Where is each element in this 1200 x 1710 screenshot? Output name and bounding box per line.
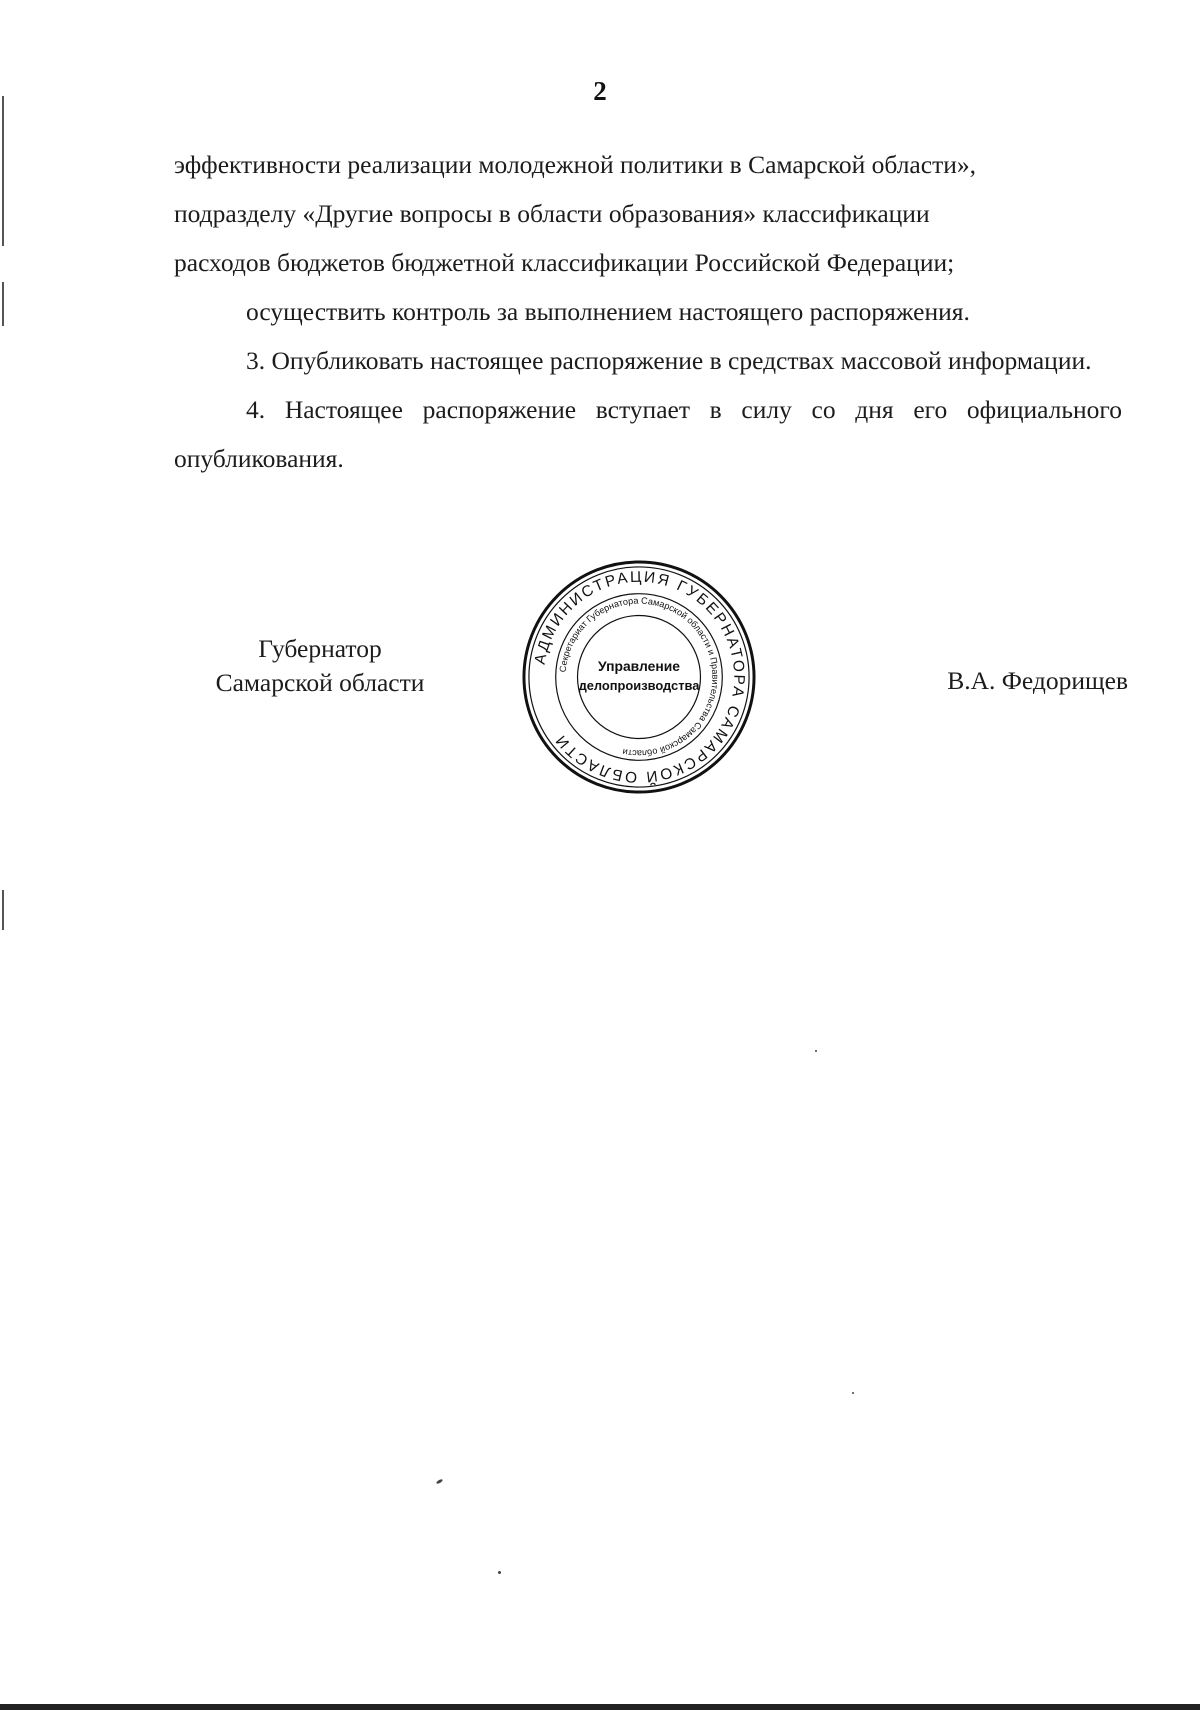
scan-edge-mark bbox=[2, 890, 4, 930]
scan-speck bbox=[498, 1571, 501, 1574]
page-number: 2 bbox=[593, 76, 607, 106]
scan-bottom-edge bbox=[0, 1704, 1200, 1710]
scan-speck bbox=[436, 1478, 444, 1484]
paragraph-line: подразделу «Другие вопросы в области образования» классификации bbox=[174, 199, 930, 228]
seal-outer-text: АДМИНИСТРАЦИЯ ГУБЕРНАТОРА САМАРСКОЙ ОБЛАСТИ bbox=[531, 568, 748, 786]
scan-speck bbox=[852, 1392, 854, 1394]
signer-name: В.А. Федорищев bbox=[947, 666, 1128, 695]
seal-inner-text: Секретариат Губернатора Самарской области и Правительства Самарской области bbox=[557, 595, 721, 759]
official-seal bbox=[520, 558, 758, 796]
seal-center-line: Управление bbox=[598, 658, 680, 675]
paragraph: 3. Опубликовать настоящее распоряжение в средствах массовой информации. bbox=[246, 346, 1092, 375]
seal-center-line: делопроизводства bbox=[578, 677, 700, 693]
scan-edge-mark bbox=[2, 282, 4, 326]
signatory-title-line: Губернатор bbox=[258, 634, 382, 663]
scan-speck bbox=[815, 1050, 817, 1052]
scan-edge-mark bbox=[2, 96, 4, 246]
signatory-title bbox=[190, 632, 450, 700]
paragraph: осуществить контроль за выполнением настоящего распоряжения. bbox=[246, 297, 970, 326]
signatory-title-line: Самарской области bbox=[215, 668, 425, 697]
paragraph: 4. Настоящее распоряжение вступает в силу со дня его официального опубликования. bbox=[174, 395, 1122, 473]
document-body bbox=[174, 140, 1122, 483]
paragraph-line: эффективности реализации молодежной политики в Самарской области», bbox=[174, 150, 976, 179]
paragraph-line: расходов бюджетов бюджетной классификации Российской Федерации; bbox=[174, 248, 955, 277]
